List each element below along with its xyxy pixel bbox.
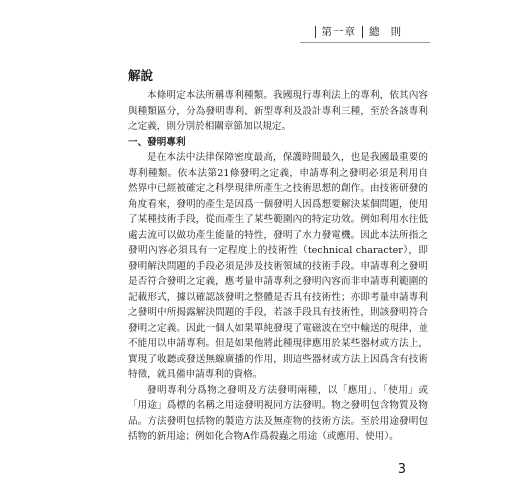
header-title-char: 則 bbox=[390, 26, 402, 38]
section-title: 解說 bbox=[128, 68, 154, 83]
main-text bbox=[128, 66, 428, 445]
body-paragraph: 發明專利分爲物之發明及方法發明兩種，以「應用」、「使用」或「用途」爲標的名稱之用途發明視同方法發明。物之發明包含物質及物品。方法發明包括物的製造方法及無產物的技術方法。至於用途發明包括物的新用途；例如化合物A作爲殺蟲之用途（或應用、使用）。 bbox=[128, 384, 428, 442]
intro-paragraph: 本條明定本法所稱專利種類。我國現行專利法上的專利，依其內容與種類區分，分為發明專利、新型專利及設計專利三種，至於各該專利之定義，則分別於相關章節加以規定。 bbox=[128, 90, 428, 132]
body-paragraph: 是在本法中法律保障密度最高，保護時間最久，也是我國最重要的專利種類。依本法第21條發明之定義，申請專利之發明必須是利用自然界中已經被確定之科學現律所產生之技術思想的創作。由技術研發的角度看來，發明的產生是因爲一個發明人因爲想要解決某個問題，使用了某種技術手段，從而產生了某些範圍內的特定功效。例如利用水往低處去流可以做功產生能量的特性，發明了水力發電機。因此本法所指之發明內容必須具有一定程度上的技術性（technical character），即發明解決問題的手段必須是涉及技術領域的技術手段。申請專利之發明是否符合發明之定義，應考量申請專利之發明內容而非申請專利範圍的記載形式，據以確認該發明之整體是否具有技術性；亦即考量申請專利之發明中所揭露解決問題的手段，若該手段具有技術性，則該發明符合發明之定義。因此一個人如果單純發現了電磁波在空中輸送的現律，並不能用以申請專利。但是如果他將此種現律應用於某些器材或方法上，實現了收聽或發送無線廣播的作用，則這些器材或方法上因爲含有技術特徵，就具備申請專利的資格。 bbox=[128, 152, 428, 380]
subheading: 一、發明專利 bbox=[128, 136, 186, 148]
header-divider bbox=[315, 26, 316, 38]
header-title-char: 總 bbox=[369, 26, 381, 38]
header-rule bbox=[300, 42, 430, 43]
header-divider bbox=[362, 26, 363, 38]
page-number: 3 bbox=[397, 462, 406, 477]
running-header bbox=[309, 24, 403, 39]
header-chapter: 第一章 bbox=[321, 26, 356, 38]
